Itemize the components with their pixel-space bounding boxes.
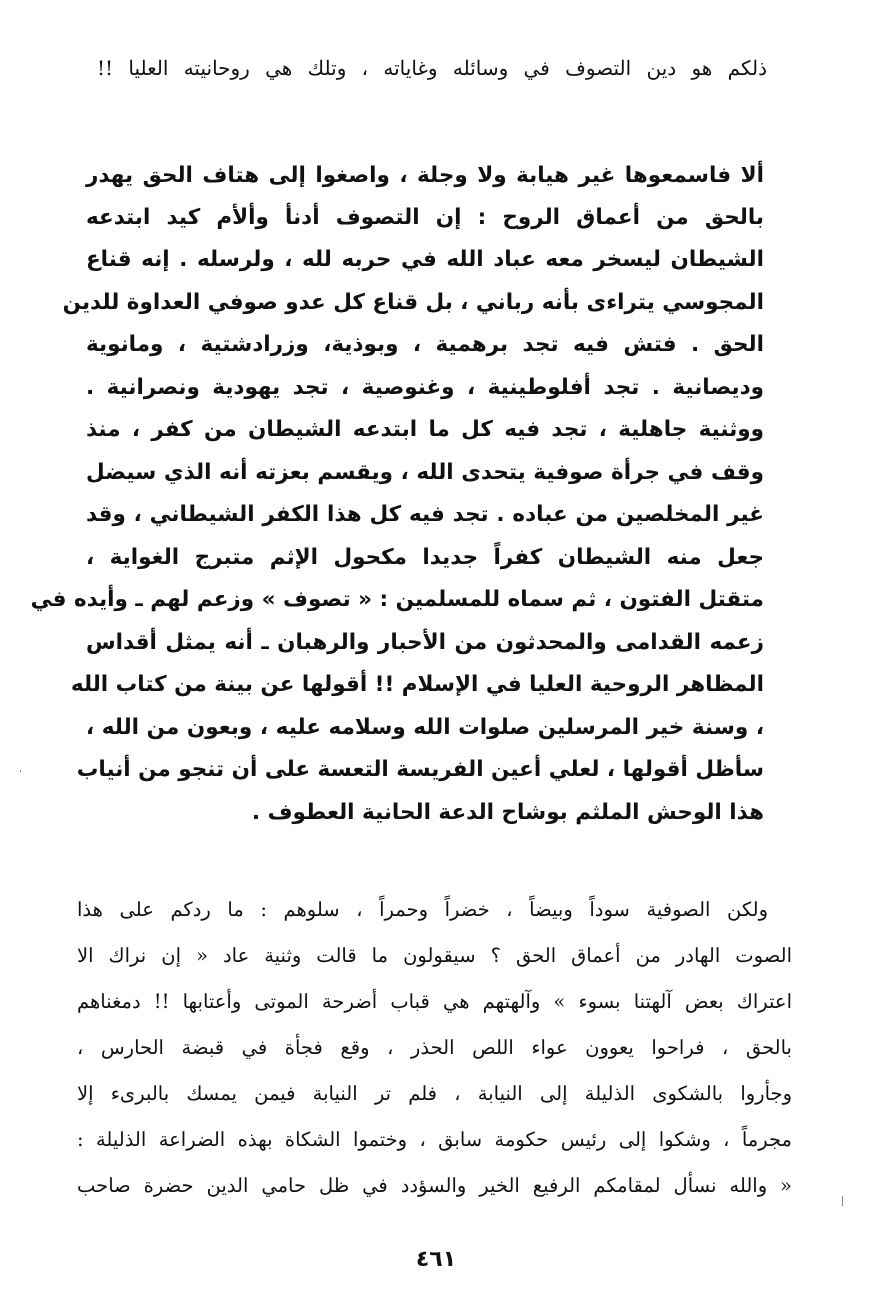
bold-line: الحق . فتش فيه تجد برهمية ، وبوذية، وزرادشتية ، ومانوية — [86, 332, 764, 357]
bold-line: بالحق من أعماق الروح : إن التصوف أدنأ وألأم كيد ابتدعه — [86, 205, 764, 230]
plain-line: ولكن الصوفية سوداً وبيضاً ، خضراً وحمراً ، سلوهم : ما ردكم على هذا — [77, 898, 768, 921]
plain-line: الصوت الهادر من أعماق الحق ؟ سيقولون ما قالت وثنية عاد « إن نراك الا — [77, 944, 792, 967]
plain-line: مجرماً ، وشكوا إلى رئيس حكومة سابق ، وختموا الشكاة بهذه الضراعة الذليلة : — [77, 1128, 792, 1151]
bold-line: متقتل الفتون ، ثم سماه للمسلمين : « تصوف » وزعم لهم ـ وأيده في — [30, 587, 764, 612]
bold-line: جعل منه الشيطان كفراً جديدا مكحول الإثم متبرج الغواية ، — [86, 545, 764, 570]
bold-line: غير المخلصين من عباده . تجد فيه كل هذا الكفر الشيطاني ، وقد — [86, 502, 764, 527]
plain-line: بالحق ، فراحوا يعوون عواء اللص الحذر ، وقع فجأة في قبضة الحارس ، — [77, 1036, 792, 1059]
page-number: ٤٦١ — [415, 1247, 457, 1272]
plain-line: « والله نسأل لمقامكم الرفيع الخير والسؤدد في ظل حامي الدين حضرة صاحب — [77, 1174, 792, 1197]
bold-line: ألا فاسمعوها غير هيابة ولا وجلة ، واصغوا إلى هتاف الحق يهدر — [86, 163, 764, 188]
scan-speck — [20, 770, 21, 772]
bold-line: هذا الوحش الملثم بوشاح الدعة الحانية العطوف . — [251, 800, 764, 825]
bold-line: سأظل أقولها ، لعلي أعين الفريسة التعسة على أن تنجو من أنياب — [76, 757, 764, 782]
bold-line: وديصانية . تجد أفلوطينية ، وغنوصية ، تجد يهودية ونصرانية . — [86, 375, 764, 400]
scan-speck — [842, 1196, 843, 1206]
bold-line: زعمه القدامى والمحدثون من الأحبار والرهبان ـ أنه يمثل أقداس — [86, 630, 764, 655]
header-line: ذلكم هو دين التصوف في وسائله وغاياته ، وتلك هي روحانيته العليا !! — [97, 56, 767, 80]
bold-line: ، وسنة خير المرسلين صلوات الله وسلامه عليه ، وبعون من الله ، — [86, 715, 764, 740]
bold-line: ووثنية جاهلية ، تجد فيه كل ما ابتدعه الشيطان من كفر ، منذ — [86, 417, 764, 442]
plain-line: اعتراك بعض آلهتنا بسوء » وآلهتهم هي قباب أضرحة الموتى وأعتابها !! دمغناهم — [77, 990, 792, 1013]
bold-line: الشيطان ليسخر معه عباد الله في حربه لله ، ولرسله . إنه قناع — [86, 247, 764, 272]
bold-line: المجوسي يتراءى بأنه رباني ، بل قناع كل عدو صوفي العداوة للدين — [62, 290, 764, 315]
bold-line: المظاهر الروحية العليا في الإسلام !! أقولها عن بينة من كتاب الله — [70, 672, 764, 697]
bold-line: وقف في جرأة صوفية يتحدى الله ، ويقسم بعزته أنه الذي سيضل — [86, 460, 764, 485]
plain-line: وجأروا بالشكوى الذليلة إلى النيابة ، فلم تر النيابة فيمن يمسك بالبرىء إلا — [77, 1082, 792, 1105]
